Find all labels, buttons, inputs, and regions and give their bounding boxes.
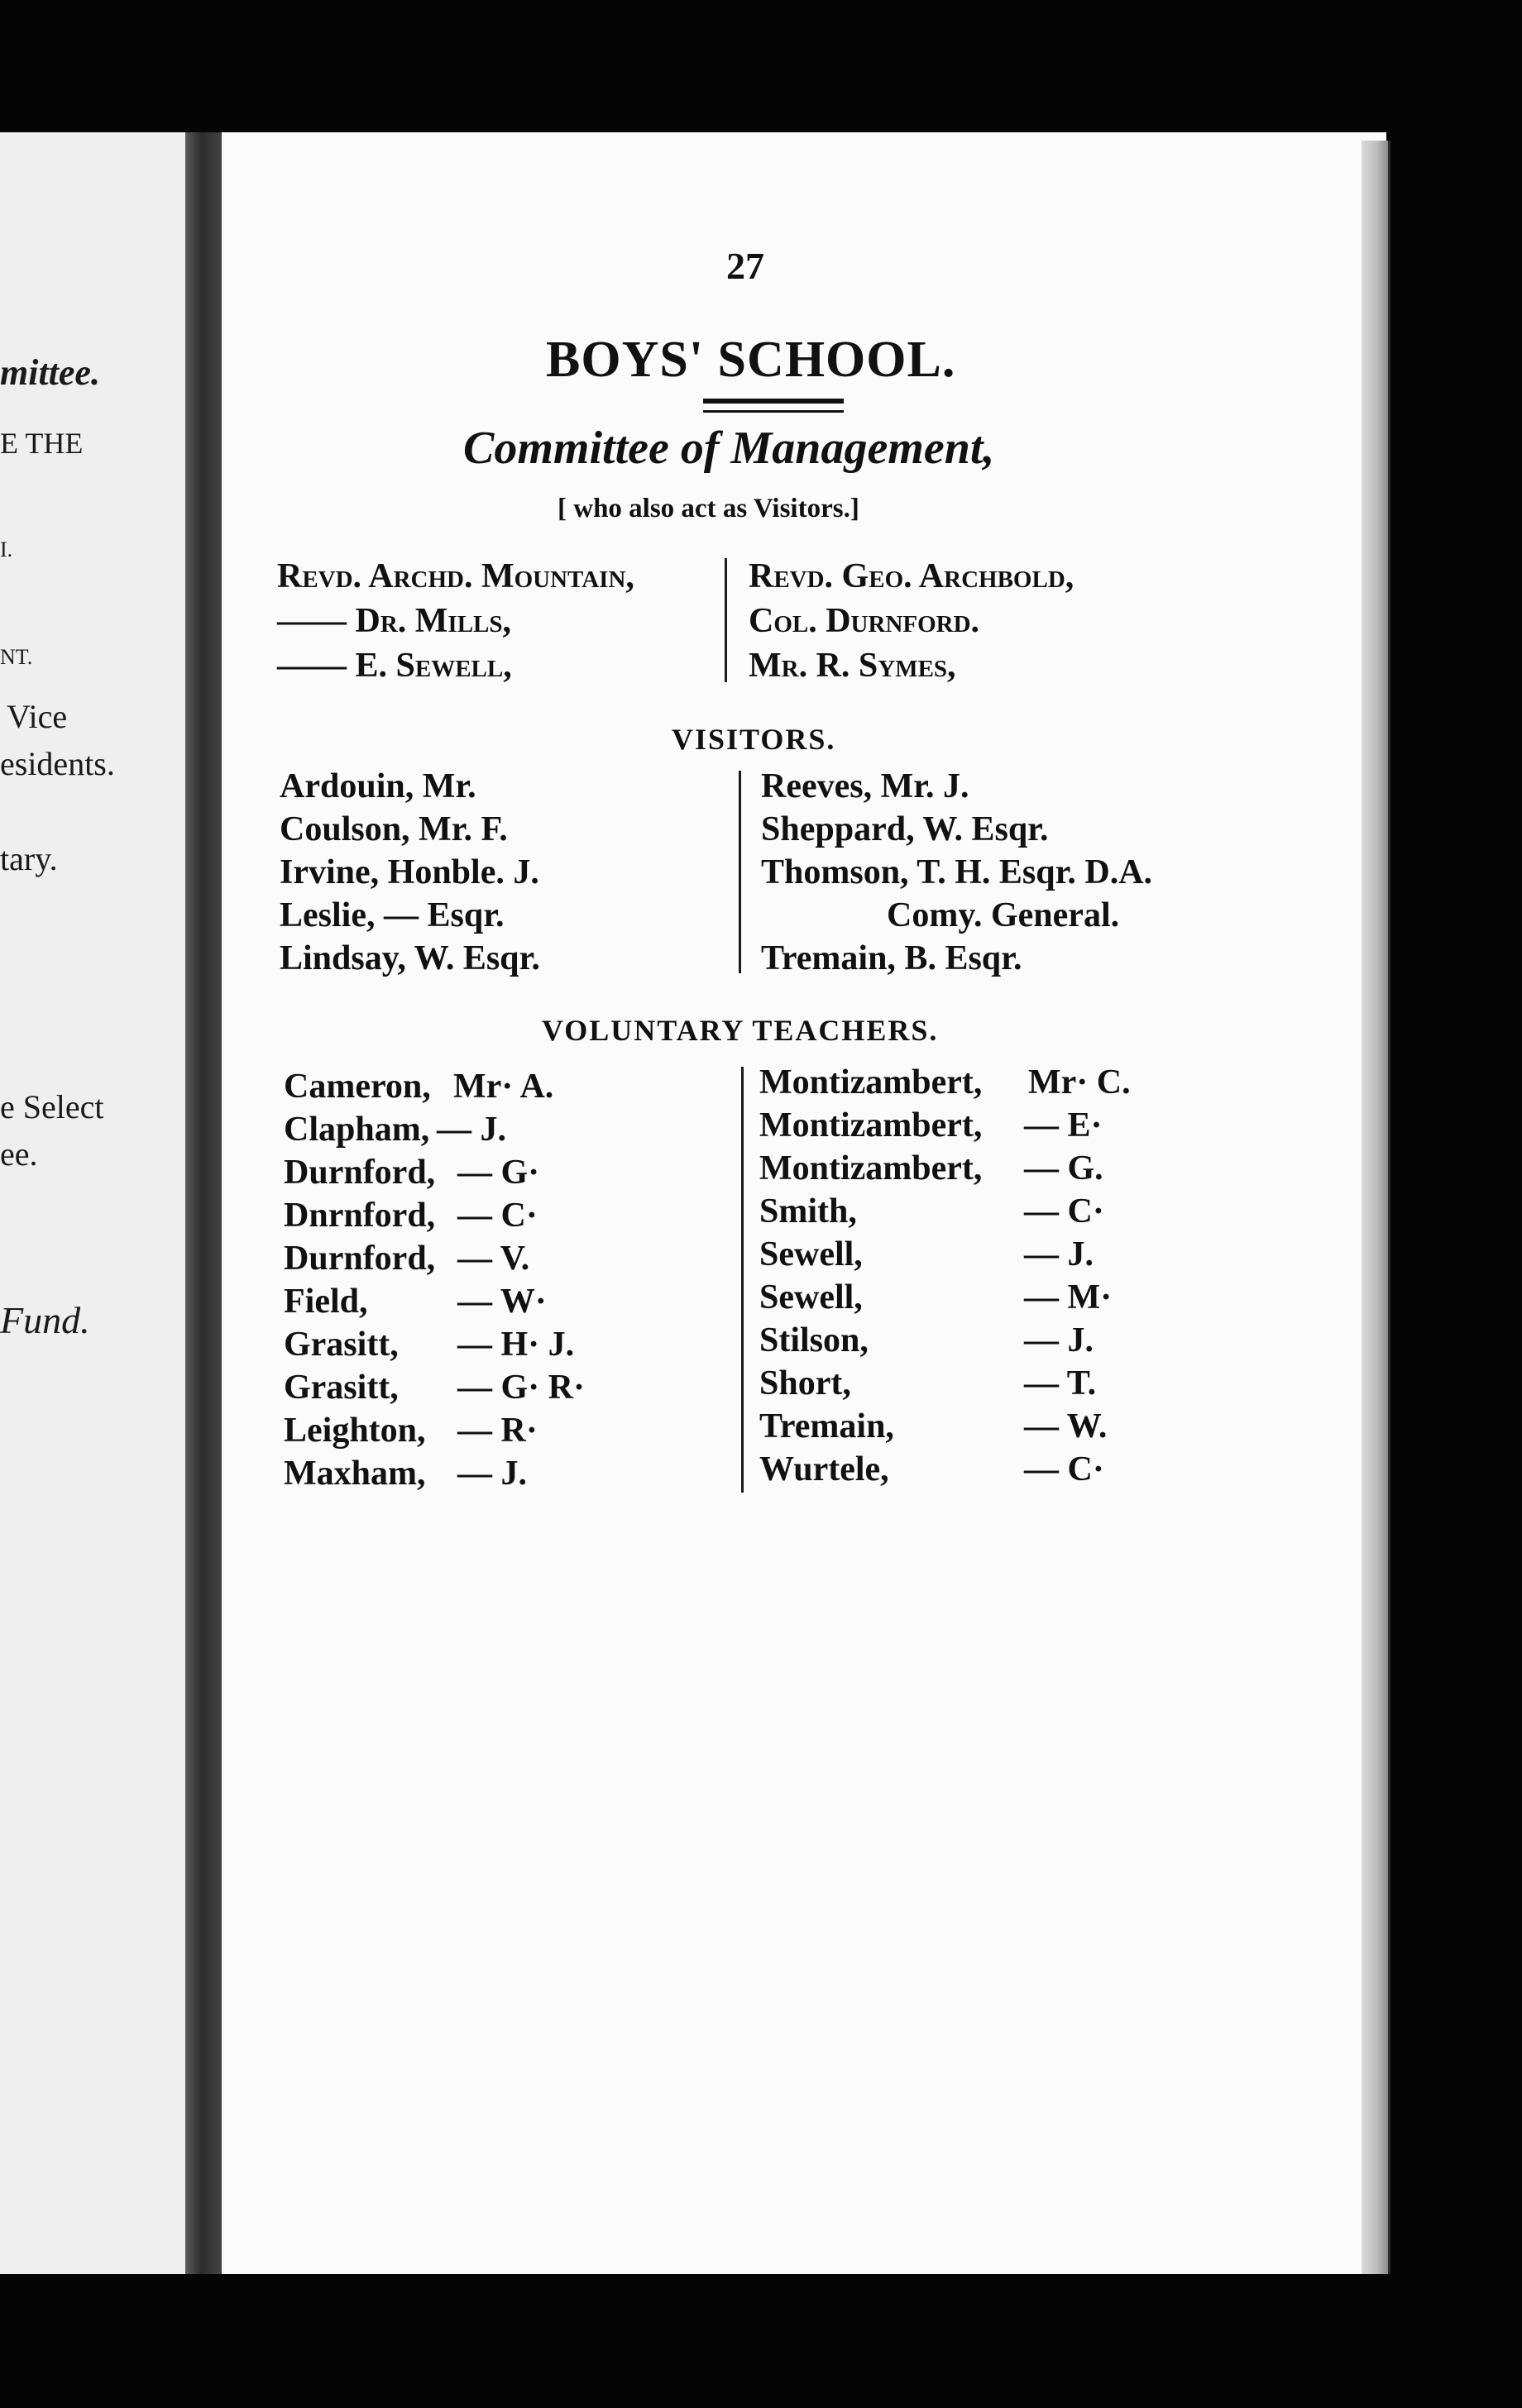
title-rule xyxy=(703,399,844,404)
left-fragment: Fund. xyxy=(0,1299,90,1341)
teacher-name: Wurtele, xyxy=(759,1450,889,1488)
teacher-initials: — H· J. xyxy=(457,1326,575,1364)
teacher-initials: — C· xyxy=(1024,1450,1104,1488)
committee-member: —— E. Sewell, xyxy=(277,647,512,685)
teacher-initials: Mr· C. xyxy=(1028,1063,1131,1101)
teacher-initials: — W. xyxy=(1024,1407,1108,1445)
teacher-name: Clapham, xyxy=(284,1111,430,1149)
visitor-entry: Thomson, T. H. Esqr. D.A. xyxy=(761,853,1153,891)
teacher-name: Short, xyxy=(759,1364,851,1402)
visitor-entry: Coulson, Mr. F. xyxy=(280,810,508,848)
teacher-initials: — C· xyxy=(457,1197,538,1235)
teacher-initials: — G. xyxy=(1024,1149,1103,1187)
page-edge xyxy=(1362,141,1390,2274)
committee-member: —— Dr. Mills, xyxy=(277,602,512,640)
section-heading: VISITORS. xyxy=(672,723,836,756)
left-fragment: e Select xyxy=(0,1088,104,1125)
teacher-name: Field, xyxy=(284,1283,368,1321)
column-divider xyxy=(725,558,727,682)
teacher-name: Cameron, xyxy=(284,1068,431,1106)
teacher-initials: Mr· A. xyxy=(453,1068,554,1106)
teacher-initials: — J. xyxy=(1024,1235,1094,1273)
visitor-entry: Irvine, Honble. J. xyxy=(280,853,539,891)
teacher-name: Montizambert, xyxy=(759,1106,983,1144)
left-fragment: mittee. xyxy=(0,352,100,393)
visitor-entry: Tremain, B. Esqr. xyxy=(761,939,1022,977)
left-fragment: I. xyxy=(0,538,13,561)
teacher-initials: — J. xyxy=(437,1111,506,1149)
teacher-initials: — G· xyxy=(457,1154,540,1192)
committee-member: Mr. R. Symes, xyxy=(749,647,956,685)
column-divider xyxy=(739,771,741,973)
left-fragment: esidents. xyxy=(0,745,115,782)
left-fragment: E THE xyxy=(0,427,84,460)
teacher-name: Dnrnford, xyxy=(284,1197,436,1235)
teacher-name: Sewell, xyxy=(759,1278,863,1316)
teacher-initials: — J. xyxy=(457,1455,527,1493)
teacher-initials: — C· xyxy=(1024,1192,1104,1230)
teacher-name: Leighton, xyxy=(284,1412,426,1450)
visitor-entry: Lindsay, W. Esqr. xyxy=(280,939,540,977)
teacher-initials: — J. xyxy=(1024,1321,1094,1359)
visitor-entry: Reeves, Mr. J. xyxy=(761,767,969,805)
committee-note: [ who also act as Visitors.] xyxy=(558,494,859,523)
teacher-name: Durnford, xyxy=(284,1240,436,1278)
teacher-initials: — E· xyxy=(1024,1106,1103,1144)
page-number: 27 xyxy=(726,245,764,287)
page-title: BOYS' SCHOOL. xyxy=(546,332,956,388)
visitor-entry: Sheppard, W. Esqr. xyxy=(761,810,1049,848)
left-fragment: NT. xyxy=(0,645,33,669)
teacher-initials: — G· R· xyxy=(457,1369,586,1407)
teacher-initials: — W· xyxy=(457,1283,547,1321)
committee-member: Col. Durnford. xyxy=(749,602,980,640)
visitor-entry: Leslie, — Esqr. xyxy=(280,896,505,934)
teacher-name: Stilson, xyxy=(759,1321,869,1359)
title-rule xyxy=(703,410,844,413)
teacher-name: Montizambert, xyxy=(759,1063,983,1101)
committee-member: Revd. Archd. Mountain, xyxy=(277,557,634,595)
teacher-name: Maxham, xyxy=(284,1455,426,1493)
book-gutter xyxy=(185,132,227,2274)
section-heading: VOLUNTARY TEACHERS. xyxy=(542,1014,939,1047)
left-fragment: ee. xyxy=(0,1135,38,1173)
teacher-name: Tremain, xyxy=(759,1407,894,1445)
committee-member: Revd. Geo. Archbold, xyxy=(749,557,1074,595)
left-page-fragment xyxy=(0,132,199,2274)
teacher-name: Durnford, xyxy=(284,1154,436,1192)
teacher-name: Smith, xyxy=(759,1192,857,1230)
teacher-name: Sewell, xyxy=(759,1235,863,1273)
teacher-name: Grasitt, xyxy=(284,1369,399,1407)
left-fragment: tary. xyxy=(0,840,58,877)
left-fragment: Vice xyxy=(7,698,68,735)
teacher-initials: — R· xyxy=(457,1412,538,1450)
column-divider xyxy=(741,1067,744,1493)
teacher-initials: — V. xyxy=(457,1240,530,1278)
teacher-name: Grasitt, xyxy=(284,1326,399,1364)
teacher-name: Montizambert, xyxy=(759,1149,983,1187)
visitor-entry: Ardouin, Mr. xyxy=(280,767,476,805)
committee-heading: Committee of Management, xyxy=(463,423,995,474)
teacher-initials: — M· xyxy=(1024,1278,1113,1316)
teacher-initials: — T. xyxy=(1024,1364,1097,1402)
visitor-entry: Comy. General. xyxy=(887,896,1120,934)
